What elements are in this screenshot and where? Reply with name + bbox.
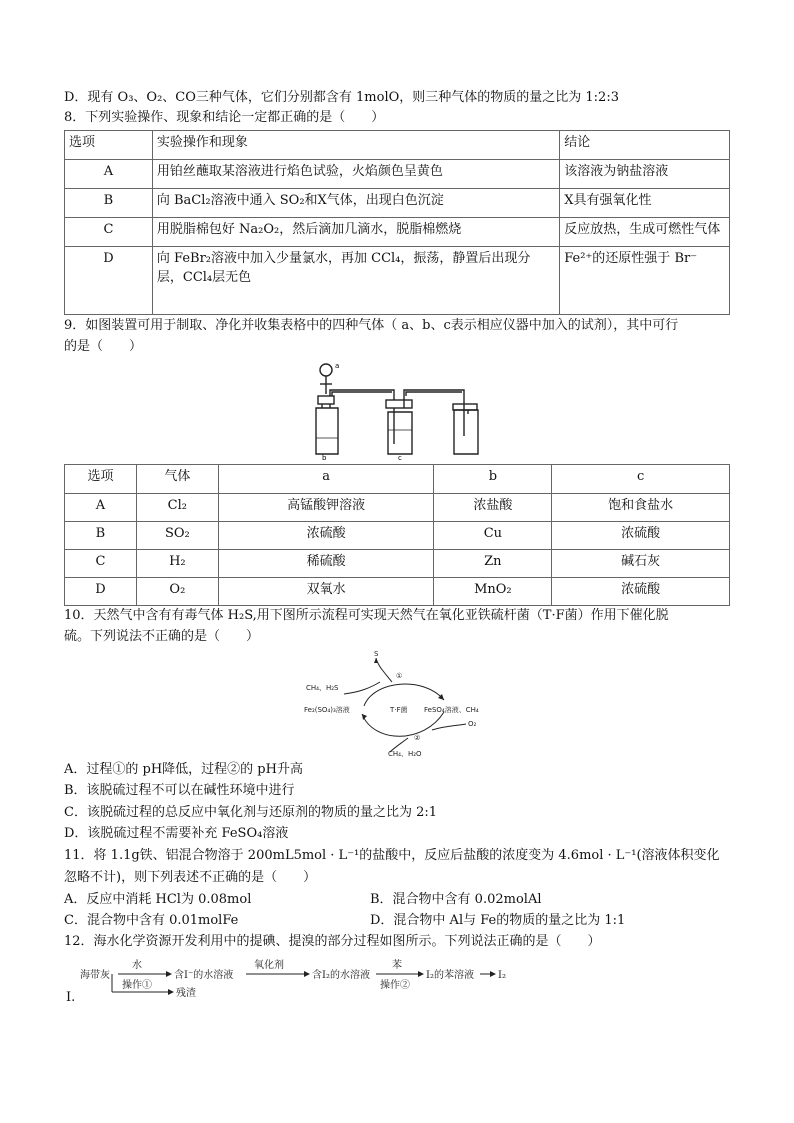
q9-cell: 浓硫酸 [218, 522, 434, 550]
q8-header-option: 选项 [65, 131, 153, 160]
desulfurization-cycle-diagram [304, 648, 504, 758]
label-b: b [322, 454, 327, 460]
q9-table [64, 464, 730, 606]
q8-c-option: C [65, 218, 153, 247]
q9-header-b: b [434, 465, 552, 494]
q9-cell: 双氧水 [218, 578, 434, 606]
flow-residue: 残渣 [176, 988, 196, 999]
fig-step-1: ① [396, 672, 403, 680]
flow-operation-1: 操作① [122, 980, 152, 991]
q11-option-b: B．混合物中含有 0.02molAl [370, 892, 542, 907]
q9-stem-line2: 的是（ ） [64, 339, 143, 354]
q8-a-conclusion: 该溶液为钠盐溶液 [560, 160, 730, 189]
q9-header-gas: 气体 [136, 465, 218, 494]
q9-cell: MnO₂ [434, 578, 552, 606]
fig-feso4-ch4: FeSO₄溶液、CH₄ [424, 706, 479, 714]
q11-option-c: C．混合物中含有 0.01molFe [64, 913, 239, 928]
flow-water: 水 [132, 960, 142, 971]
table-row [65, 189, 730, 218]
fig-s: S [374, 650, 379, 658]
label-c: c [398, 454, 402, 460]
flow-oxidant: 氧化剂 [254, 960, 284, 971]
q8-c-conclusion: 反应放热，生成可燃性气体 [560, 218, 730, 247]
q9-cell: 稀硫酸 [218, 550, 434, 578]
flow-i2-water-solution: 含I₂的水溶液 [312, 970, 370, 981]
table-row [65, 522, 730, 550]
fig-tf-bacteria: T·F菌 [390, 706, 408, 714]
flow-i-minus-solution: 含I⁻的水溶液 [174, 970, 234, 981]
flow-i2: I₂ [498, 970, 506, 981]
q9-cell: H₂ [136, 550, 218, 578]
q7-option-d: D．现有 O₃、O₂、CO三种气体，它们分别都含有 1molO，则三种气体的物质的量之比为 1:2:3 [64, 90, 619, 105]
q9-cell: 高锰酸钾溶液 [218, 494, 434, 522]
flow-i2-benzene-solution: I₂的苯溶液 [426, 970, 474, 981]
table-row [65, 550, 730, 578]
q9-stem-line1: 9．如图装置可用于制取、净化并收集表格中的四种气体（ a、b、c表示相应仪器中加入的试剂），其中可行 [64, 318, 679, 333]
q8-b-conclusion: X具有强氧化性 [560, 189, 730, 218]
q9-cell: B [65, 522, 137, 550]
q8-header-conclusion: 结论 [560, 131, 730, 160]
q11-stem-line2: 忽略不计)，则下列表述不正确的是（ ） [64, 870, 317, 885]
q10-option-d: D．该脱硫过程不需要补充 FeSO₄溶液 [64, 826, 289, 841]
q9-cell: Cu [434, 522, 552, 550]
q8-a-operation: 用铂丝蘸取某溶液进行焰色试验，火焰颜色呈黄色 [152, 160, 559, 189]
table-row [65, 131, 730, 160]
q10-stem-line1: 10．天然气中含有有毒气体 H₂S,用下图所示流程可实现天然气在氧化亚铁硫杆菌（T·F菌）作用下催化脱 [64, 608, 669, 623]
fig-o2: O₂ [468, 720, 477, 728]
fig-step-2: ② [414, 734, 421, 742]
q10-option-c: C．该脱硫过程的总反应中氧化剂与还原剂的物质的量之比为 2:1 [64, 805, 438, 820]
q8-d-conclusion: Fe²⁺的还原性强于 Br⁻ [560, 247, 730, 315]
q9-cell: C [65, 550, 137, 578]
q8-table [64, 130, 730, 315]
q9-cell: 浓盐酸 [434, 494, 552, 522]
q8-header-operation: 实验操作和现象 [152, 131, 559, 160]
q9-header-option: 选项 [65, 465, 137, 494]
q11-stem-line1: 11．将 1.1g铁、铝混合物溶于 200mL5mol · L⁻¹的盐酸中，反应后盐酸的浓度变为 4.6mol · L⁻¹(溶液体积变化 [64, 848, 720, 863]
iodine-extraction-flowchart [78, 954, 518, 1002]
fig-fe2so43: Fe₂(SO₄)₃溶液 [304, 706, 350, 714]
q8-a-option: A [65, 160, 153, 189]
q8-d-operation-line1: 向 FeBr₂溶液中加入少量氯水，再加 CCl₄，振荡，静置后出现分 [156, 251, 531, 266]
q8-stem: 8．下列实验操作、现象和结论一定都正确的是（ ） [64, 110, 385, 125]
q9-cell: 浓硫酸 [552, 578, 730, 606]
q8-d-option: D [65, 247, 153, 315]
q9-cell: SO₂ [136, 522, 218, 550]
q9-cell: A [65, 494, 137, 522]
q8-d-operation [152, 247, 559, 315]
label-a: a [335, 362, 340, 370]
q9-cell: D [65, 578, 137, 606]
q8-c-operation: 用脱脂棉包好 Na₂O₂，然后滴加几滴水，脱脂棉燃烧 [152, 218, 559, 247]
table-row [65, 578, 730, 606]
flow-benzene: 苯 [392, 960, 402, 971]
q11-option-a: A．反应中消耗 HCl为 0.08mol [64, 892, 252, 907]
q9-cell: O₂ [136, 578, 218, 606]
q8-b-operation: 向 BaCl₂溶液中通入 SO₂和X气体，出现白色沉淀 [152, 189, 559, 218]
fig-ch4-h2o: CH₄、H₂O [388, 750, 422, 758]
table-row [65, 465, 730, 494]
q10-option-a: A．过程①的 pH降低，过程②的 pH升高 [64, 762, 303, 777]
q12-roman-label: Ⅰ. [66, 990, 76, 1005]
flow-kelp-ash: 海带灰 [80, 970, 110, 981]
q9-cell: 碱石灰 [552, 550, 730, 578]
gas-apparatus-diagram [308, 356, 488, 460]
flow-operation-2: 操作② [380, 980, 410, 991]
fig-input-ch4-h2s: CH₄、H₂S [306, 684, 339, 692]
q9-cell: Zn [434, 550, 552, 578]
q8-b-option: B [65, 189, 153, 218]
q9-header-a: a [218, 465, 434, 494]
q9-cell: Cl₂ [136, 494, 218, 522]
q10-option-b: B．该脱硫过程不可以在碱性环境中进行 [64, 783, 295, 798]
q8-d-operation-line2: 层，CCl₄层无色 [156, 270, 252, 285]
table-row [65, 218, 730, 247]
q11-option-d: D．混合物中 Al与 Fe的物质的量之比为 1:1 [370, 913, 626, 928]
table-row [65, 160, 730, 189]
q10-stem-line2: 硫。下列说法不正确的是（ ） [64, 629, 260, 644]
q9-cell: 饱和食盐水 [552, 494, 730, 522]
table-row [65, 494, 730, 522]
q9-cell: 浓硫酸 [552, 522, 730, 550]
q9-header-c: c [552, 465, 730, 494]
table-row [65, 247, 730, 315]
q12-stem: 12．海水化学资源开发利用中的提碘、提溴的部分过程如图所示。下列说法正确的是（ ） [64, 934, 601, 949]
